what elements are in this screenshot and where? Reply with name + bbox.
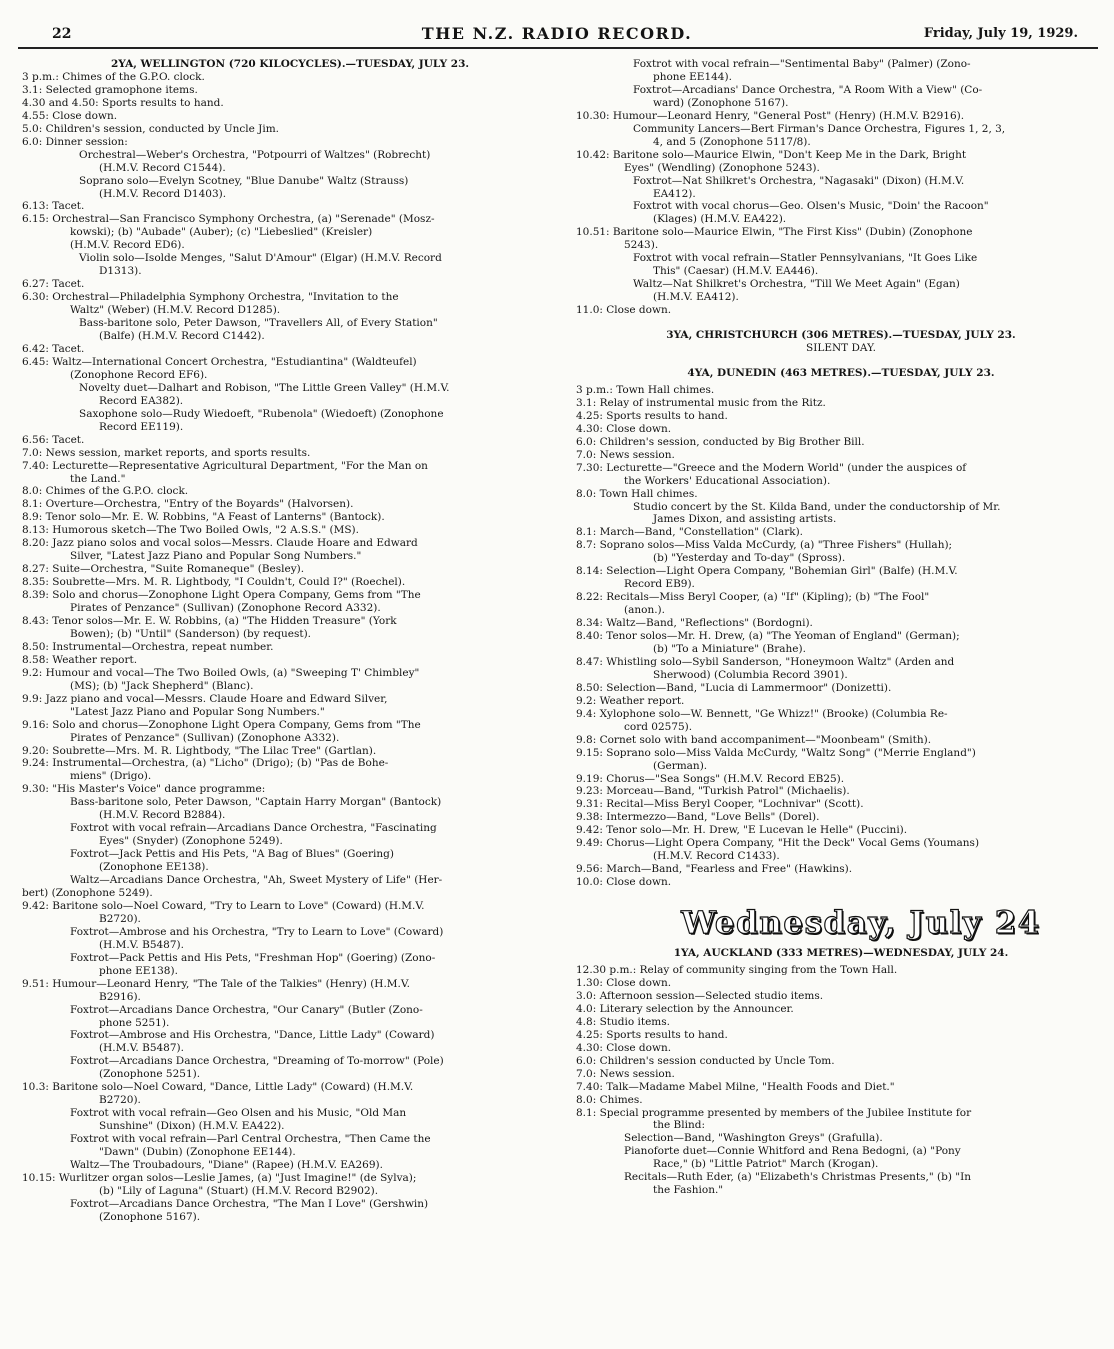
program-line: 5243). <box>624 239 659 252</box>
program-line: Foxtrot—Ambrose and his Orchestra, "Try to Learn to Love" (Coward) <box>70 925 444 938</box>
program-line: 10.51: Baritone solo—Maurice Elwin, "The First Kiss" (Dubin) (Zonophone <box>576 226 973 239</box>
program-line: 7.0: News session, market reports, and sports results. <box>22 446 311 459</box>
program-line: 9.16: Solo and chorus—Zonophone Light Opera Company, Gems from "The <box>22 718 421 731</box>
program-line: 8.58: Weather report. <box>22 653 138 666</box>
program-line: the Workers' Educational Association). <box>624 474 831 487</box>
program-line: 7.0: News session. <box>576 448 675 461</box>
day-heading: Wednesday, July 24 <box>681 905 1041 942</box>
program-line: 8.0: Chimes of the G.P.O. clock. <box>22 485 189 498</box>
program-line: 8.27: Suite—Orchestra, "Suite Romaneque" (Besley). <box>22 563 305 576</box>
program-line: Foxtrot with vocal refrain—Statler Pennsylvanians, "It Goes Like <box>633 252 978 265</box>
program-line: Bowen); (b) "Until" (Sanderson) (by request). <box>70 627 312 640</box>
program-line: cord 02575). <box>624 720 693 733</box>
program-line: (H.M.V. Record C1544). <box>99 161 226 174</box>
program-line: 8.1: Special programme presented by members of the Jubilee Institute for <box>576 1106 972 1119</box>
program-line: (Balfe) (H.M.V. Record C1442). <box>99 330 265 343</box>
program-line: Waltz—Arcadians Dance Orchestra, "Ah, Sweet Mystery of Life" (Her- <box>70 874 443 887</box>
program-line: James Dixon, and assisting artists. <box>653 513 837 526</box>
program-line: Waltz—Nat Shilkret's Orchestra, "Till We Meet Again" (Egan) <box>633 278 960 291</box>
program-line: Record EB9). <box>624 578 695 591</box>
program-line: 8.13: Humorous sketch—The Two Boiled Owls, "2 A.S.S." (MS). <box>22 524 359 537</box>
program-line: This" (Caesar) (H.M.V. EA446). <box>653 265 819 278</box>
station-subheading: SILENT DAY. <box>806 342 876 355</box>
program-line: 9.30: "His Master's Voice" dance programme: <box>22 783 266 796</box>
program-line: (H.M.V. B5487). <box>99 1042 184 1055</box>
program-line: (H.M.V. Record D1403). <box>99 187 227 200</box>
spacer <box>576 889 1106 903</box>
program-line: (b) "To a Miniature" (Brahe). <box>653 642 806 655</box>
spacer <box>576 317 1106 329</box>
program-line: (Zonophone Record EF6). <box>70 368 208 381</box>
program-line: 7.40: Lecturette—Representative Agricultural Department, "For the Man on <box>22 459 428 472</box>
program-line: Foxtrot with vocal refrain—"Sentimental Baby" (Palmer) (Zono- <box>633 58 971 70</box>
program-line: kowski); (b) "Aubade" (Auber); (c) "Liebeslied" (Kreisler) <box>70 226 373 239</box>
station-heading: 3YA, CHRISTCHURCH (306 METRES).—TUESDAY, JULY 23. <box>666 329 1016 342</box>
program-line: Pirates of Penzance" (Sullivan) (Zonophone Record A332). <box>70 602 381 615</box>
program-line: Eyes" (Snyder) (Zonophone 5249). <box>99 835 283 848</box>
program-line: Foxtrot—Arcadians' Dance Orchestra, "A Room With a View" (Co- <box>633 83 983 96</box>
program-line: Soprano solo—Evelyn Scotney, "Blue Danube" Waltz (Strauss) <box>79 174 409 187</box>
program-line: 8.50: Instrumental—Orchestra, repeat number. <box>22 640 274 653</box>
program-line: 4.8: Studio items. <box>576 1015 670 1028</box>
program-line: Foxtrot—Jack Pettis and His Pets, "A Bag of Blues" (Goering) <box>70 848 394 861</box>
program-line: 6.45: Waltz—International Concert Orchestra, "Estudiantina" (Waldteufel) <box>22 355 417 368</box>
program-line: Record EE119). <box>99 420 184 433</box>
program-line: 3.0: Afternoon session—Selected studio items. <box>576 989 824 1002</box>
program-line: ward) (Zonophone 5167). <box>653 96 789 109</box>
program-line: Recitals—Ruth Eder, (a) "Elizabeth's Christmas Presents," (b) "In <box>624 1171 972 1184</box>
program-line: 4.30 and 4.50: Sports results to hand. <box>22 96 224 109</box>
program-line: 9.24: Instrumental—Orchestra, (a) "Licho" (Drigo); (b) "Pas de Bohe- <box>22 757 389 770</box>
program-line: 5.0: Children's session, conducted by Uncle Jim. <box>22 122 279 135</box>
program-line: phone 5251). <box>99 1016 170 1029</box>
program-line: 1.30: Close down. <box>576 977 672 989</box>
program-line: (H.M.V. B5487). <box>99 938 184 951</box>
program-line: Bass-baritone solo, Peter Dawson, "Travellers All, of Every Station" <box>79 317 438 330</box>
program-line: 9.15: Soprano solo—Miss Valda McCurdy, "Waltz Song" ("Merrie England") <box>576 746 976 759</box>
program-line: 8.14: Selection—Light Opera Company, "Bohemian Girl" (Balfe) (H.M.V. <box>576 565 958 578</box>
program-line: 3 p.m.: Town Hall chimes. <box>576 383 715 396</box>
program-line: Community Lancers—Bert Firman's Dance Orchestra, Figures 1, 2, 3, <box>633 122 1006 135</box>
program-line: Waltz—The Troubadours, "Diane" (Rapee) (H.M.V. EA269). <box>70 1159 383 1172</box>
program-line: bert) (Zonophone 5249). <box>22 887 153 899</box>
program-line: Eyes" (Wendling) (Zonophone 5243). <box>624 161 820 174</box>
program-line: 6.0: Children's session, conducted by Big Brother Bill. <box>576 435 865 448</box>
program-line: Selection—Band, "Washington Greys" (Grafulla). <box>624 1132 883 1145</box>
program-line: B2720). <box>99 912 141 925</box>
program-line: Foxtrot—Arcadians Dance Orchestra, "The Man I Love" (Gershwin) <box>70 1197 429 1210</box>
program-line: 9.42: Tenor solo—Mr. H. Drew, "E Lucevan le Helle" (Puccini). <box>576 824 908 837</box>
program-line: 4.25: Sports results to hand. <box>576 1028 728 1041</box>
program-line: 6.56: Tacet. <box>22 433 85 446</box>
program-line: Pirates of Penzance" (Sullivan) (Zonophone A332). <box>70 731 340 744</box>
program-line: phone EE144). <box>653 70 732 83</box>
issue-date: Friday, July 19, 1929. <box>923 26 1078 41</box>
program-line: 4.55: Close down. <box>22 109 118 122</box>
program-line: 8.22: Recitals—Miss Beryl Cooper, (a) "If" (Kipling); (b) "The Fool" <box>576 591 930 604</box>
program-line: 7.40: Talk—Madame Mabel Milne, "Health Foods and Diet." <box>576 1080 895 1093</box>
program-line: Foxtrot with vocal chorus—Geo. Olsen's Music, "Doin' the Racoon" <box>633 200 989 213</box>
program-line: 4.0: Literary selection by the Announcer. <box>576 1002 794 1015</box>
program-line: Foxtrot with vocal refrain—Geo Olsen and his Music, "Old Man <box>70 1107 407 1120</box>
program-line: (H.M.V. Record C1433). <box>653 850 780 863</box>
program-line: (b) "Lily of Laguna" (Stuart) (H.M.V. Record B2902). <box>99 1184 379 1197</box>
header-rule <box>18 47 1098 49</box>
station-heading: 4YA, DUNEDIN (463 METRES).—TUESDAY, JULY 23. <box>687 366 995 379</box>
program-line: 6.42: Tacet. <box>22 342 85 355</box>
program-line: 9.8: Cornet solo with band accompaniment—"Moonbeam" (Smith). <box>576 733 932 746</box>
program-line: Foxtrot—Arcadians Dance Orchestra, "Our Canary" (Butler (Zono- <box>70 1003 423 1016</box>
program-line: 9.38: Intermezzo—Band, "Love Bells" (Dorel). <box>576 811 820 824</box>
program-line: Foxtrot—Nat Shilkret's Orchestra, "Nagasaki" (Dixon) (H.M.V. <box>633 174 965 187</box>
program-line: 4.30: Close down. <box>576 1041 672 1054</box>
program-line: 9.56: March—Band, "Fearless and Free" (Hawkins). <box>576 863 853 876</box>
program-line: B2720). <box>99 1094 141 1107</box>
program-line: 9.51: Humour—Leonard Henry, "The Tale of the Talkies" (Henry) (H.M.V. <box>22 977 410 990</box>
program-line: Foxtrot with vocal refrain—Arcadians Dance Orchestra, "Fascinating <box>70 822 437 835</box>
program-line: 9.23: Morceau—Band, "Turkish Patrol" (Michaelis). <box>576 785 850 798</box>
program-line: (Zonophone 5251). <box>99 1068 201 1081</box>
program-line: Foxtrot—Ambrose and His Orchestra, "Dance, Little Lady" (Coward) <box>70 1029 435 1042</box>
program-line: EA412). <box>653 187 696 200</box>
program-line: 9.19: Chorus—"Sea Songs" (H.M.V. Record EB25). <box>576 772 845 785</box>
program-line: Novelty duet—Dalhart and Robison, "The Little Green Valley" (H.M.V. <box>79 381 450 394</box>
program-line: 8.1: Overture—Orchestra, "Entry of the Boyards" (Halvorsen). <box>22 498 354 511</box>
program-line: 8.1: March—Band, "Constellation" (Clark). <box>576 526 804 539</box>
program-line: (German). <box>653 759 708 772</box>
program-line: 8.39: Solo and chorus—Zonophone Light Opera Company, Gems from "The <box>22 589 421 602</box>
program-line: 3.1: Relay of instrumental music from the Ritz. <box>576 396 826 409</box>
program-line: miens" (Drigo). <box>70 770 152 783</box>
program-line: "Dawn" (Dubin) (Zonophone EE144). <box>99 1146 296 1159</box>
program-line: 8.9: Tenor solo—Mr. E. W. Robbins, "A Feast of Lanterns" (Bantock). <box>22 511 385 524</box>
program-line: 6.15: Orchestral—San Francisco Symphony Orchestra, (a) "Serenade" (Mosz- <box>22 213 435 226</box>
program-line: Bass-baritone solo, Peter Dawson, "Captain Harry Morgan" (Bantock) <box>70 796 442 809</box>
program-line: 8.34: Waltz—Band, "Reflections" (Bordogni). <box>576 617 813 630</box>
program-line: 8.35: Soubrette—Mrs. M. R. Lightbody, "I Couldn't, Could I?" (Roechel). <box>22 576 406 589</box>
program-line: (H.M.V. Record ED6). <box>70 239 185 252</box>
program-line: Foxtrot—Pack Pettis and His Pets, "Freshman Hop" (Goering) (Zono- <box>70 951 436 964</box>
program-line: 8.40: Tenor solos—Mr. H. Drew, (a) "The Yeoman of England" (German); <box>576 630 960 643</box>
program-line: D1313). <box>99 265 142 278</box>
program-line: (Zonophone EE138). <box>99 861 209 874</box>
program-line: 9.4: Xylophone solo—W. Bennett, "Ge Whizz!" (Brooke) (Columbia Re- <box>576 707 948 720</box>
program-line: 8.7: Soprano solos—Miss Valda McCurdy, (a) "Three Fishers" (Hullah); <box>576 539 953 552</box>
program-line: 7.30: Lecturette—"Greece and the Modern World" (under the auspices of <box>576 461 967 474</box>
program-line: 6.0: Dinner session: <box>22 135 128 148</box>
station-heading: 1YA, AUCKLAND (333 METRES)—WEDNESDAY, JULY 24. <box>673 947 1009 960</box>
program-line: Saxophone solo—Rudy Wiedoeft, "Rubenola" (Wiedoeft) (Zonophone <box>79 407 444 420</box>
program-line: 4, and 5 (Zonophone 5117/8). <box>653 135 811 148</box>
program-line: (H.M.V. EA412). <box>653 291 739 304</box>
program-line: 4.30: Close down. <box>576 422 672 435</box>
station-heading: 2YA, WELLINGTON (720 KILOCYCLES).—TUESDAY, JULY 23. <box>110 58 470 70</box>
program-line: Orchestral—Weber's Orchestra, "Potpourri of Waltzes" (Robrecht) <box>79 148 431 161</box>
program-line: (Zonophone 5167). <box>99 1210 201 1223</box>
program-line: Studio concert by the St. Kilda Band, under the conductorship of Mr. <box>633 500 1001 513</box>
program-line: 9.42: Baritone solo—Noel Coward, "Try to Learn to Love" (Coward) (H.M.V. <box>22 899 425 912</box>
program-line: the Fashion." <box>653 1184 724 1197</box>
program-line: 6.13: Tacet. <box>22 200 85 213</box>
program-line: 9.2: Weather report. <box>576 694 685 707</box>
program-line: 8.0: Chimes. <box>576 1093 643 1106</box>
program-line: 10.0: Close down. <box>576 876 672 889</box>
program-line: B2916). <box>99 990 141 1003</box>
program-line: 10.30: Humour—Leonard Henry, "General Post" (Henry) (H.M.V. B2916). <box>576 109 965 122</box>
program-line: Sherwood) (Columbia Record 3901). <box>653 668 848 681</box>
program-line: (anon.). <box>624 604 665 617</box>
program-line: Waltz" (Weber) (H.M.V. Record D1285). <box>70 304 281 317</box>
program-line: Pianoforte duet—Connie Whitford and Rena Bedogni, (a) "Pony <box>624 1145 961 1158</box>
program-line: 8.20: Jazz piano solos and vocal solos—Messrs. Claude Hoare and Edward <box>22 537 418 550</box>
spacer <box>576 355 1106 367</box>
program-line: 3.1: Selected gramophone items. <box>22 83 198 96</box>
program-line: the Land." <box>70 472 126 485</box>
program-line: 9.20: Soubrette—Mrs. M. R. Lightbody, "The Lilac Tree" (Gartlan). <box>22 744 377 757</box>
program-line: 6.27: Tacet. <box>22 278 85 291</box>
program-line: (Klages) (H.M.V. EA422). <box>653 213 787 226</box>
program-line: 12.30 p.m.: Relay of community singing from the Town Hall. <box>576 964 898 977</box>
program-line: Violin solo—Isolde Menges, "Salut D'Amour" (Elgar) (H.M.V. Record <box>79 252 442 265</box>
program-line: Record EA382). <box>99 394 184 407</box>
program-line: 8.0: Town Hall chimes. <box>576 487 698 500</box>
masthead-title: THE N.Z. RADIO RECORD. <box>421 24 693 43</box>
program-line: 9.2: Humour and vocal—The Two Boiled Owls, (a) "Sweeping T' Chimbley" <box>22 666 420 679</box>
program-line: 9.31: Recital—Miss Beryl Cooper, "Lochnivar" (Scott). <box>576 798 864 811</box>
program-line: Foxtrot with vocal refrain—Parl Central Orchestra, "Then Came the <box>70 1133 431 1146</box>
program-line: Foxtrot—Arcadians Dance Orchestra, "Dreaming of To-morrow" (Pole) <box>70 1055 444 1068</box>
program-line: 4.25: Sports results to hand. <box>576 409 728 422</box>
program-line: 10.15: Wurlitzer organ solos—Leslie James, (a) "Just Imagine!" (de Sylva); <box>22 1171 417 1184</box>
program-line: 6.30: Orchestral—Philadelphia Symphony Orchestra, "Invitation to the <box>22 291 399 304</box>
program-line: phone EE138). <box>99 964 178 977</box>
program-line: Sunshine" (Dixon) (H.M.V. EA422). <box>99 1120 285 1133</box>
program-line: Race," (b) "Little Patriot" March (Krogan). <box>653 1158 879 1171</box>
program-line: 9.9: Jazz piano and vocal—Messrs. Claude Hoare and Edward Silver, <box>22 692 388 705</box>
program-line: 9.49: Chorus—Light Opera Company, "Hit the Deck" Vocal Gems (Youmans) <box>576 837 980 850</box>
program-line: 11.0: Close down. <box>576 304 672 317</box>
program-line: 10.42: Baritone solo—Maurice Elwin, "Don't Keep Me in the Dark, Bright <box>576 148 967 161</box>
program-line: 7.0: News session. <box>576 1067 675 1080</box>
program-line: 8.43: Tenor solos—Mr. E. W. Robbins, (a) "The Hidden Treasure" (York <box>22 614 397 627</box>
program-line: (MS); (b) "Jack Shepherd" (Blanc). <box>70 679 254 692</box>
program-line: the Blind: <box>653 1119 705 1132</box>
right-column <box>576 58 1106 1197</box>
program-line: "Latest Jazz Piano and Popular Song Numbers." <box>70 705 325 718</box>
program-line: (b) "Yesterday and To-day" (Spross). <box>653 552 846 565</box>
program-line: 6.0: Children's session conducted by Uncle Tom. <box>576 1054 835 1067</box>
program-line: 8.47: Whistling solo—Sybil Sanderson, "Honeymoon Waltz" (Arden and <box>576 655 955 668</box>
page-number: 22 <box>52 26 72 42</box>
program-line: (H.M.V. Record B2884). <box>99 809 226 822</box>
left-column <box>22 58 558 1224</box>
program-line: 10.3: Baritone solo—Noel Coward, "Dance, Little Lady" (Coward) (H.M.V. <box>22 1081 414 1094</box>
program-line: 3 p.m.: Chimes of the G.P.O. clock. <box>22 70 205 83</box>
program-line: Silver, "Latest Jazz Piano and Popular Song Numbers." <box>70 550 362 563</box>
program-line: 8.50: Selection—Band, "Lucia di Lammermoor" (Donizetti). <box>576 681 892 694</box>
